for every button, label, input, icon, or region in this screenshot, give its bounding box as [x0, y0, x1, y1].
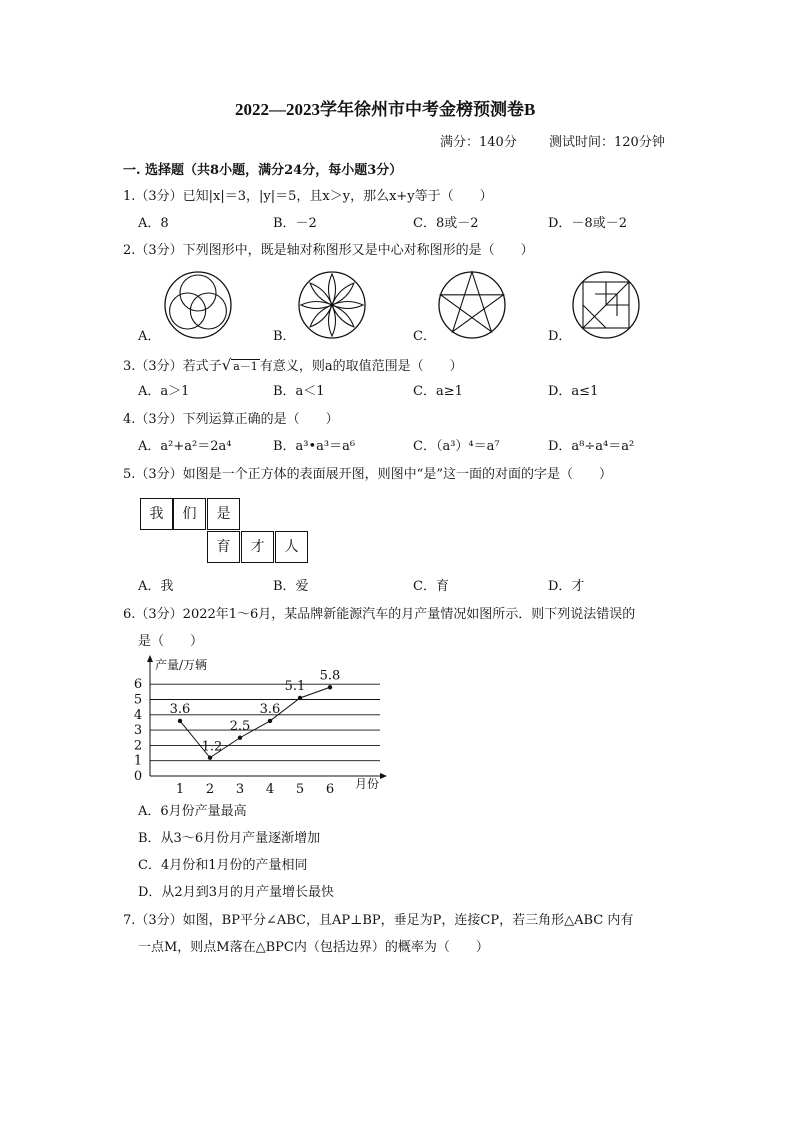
- test-time: 测试时间：120分钟: [549, 135, 665, 150]
- net-cell-cai: 才: [241, 531, 274, 563]
- question-3-stem: [123, 357, 463, 375]
- x-tick-4: 4: [265, 782, 275, 797]
- section-heading: 一. 选择题（共8小题，满分24分，每小题3分）: [123, 163, 403, 178]
- question-6-stem-line2: 是（ ）: [138, 634, 204, 649]
- q6-option-b: B．从3～6月份月产量逐渐增加: [138, 831, 321, 846]
- q1-option-d: D．－8或－2: [548, 216, 627, 231]
- q4-option-b: B．a³•a³＝a⁶: [273, 439, 356, 454]
- y-tick-2: 2: [133, 738, 143, 754]
- net-cell-wo: 我: [140, 498, 173, 530]
- q3-option-b: B．a＜1: [273, 384, 325, 399]
- figure-b-flower: [297, 270, 367, 340]
- question-1-stem: 1.（3分）已知|x|＝3，|y|＝5，且x＞y，那么x+y等于（ ）: [123, 189, 493, 204]
- net-cell-ren: 人: [275, 531, 308, 563]
- q3-stem-suffix: 有意义，则a的取值范围是（ ）: [259, 359, 463, 374]
- data-label-1: 3.6: [169, 701, 191, 717]
- figure-c-pentagram: [437, 270, 507, 340]
- y-tick-4: 4: [133, 707, 143, 723]
- y-tick-5: 5: [133, 692, 143, 708]
- x-tick-1: 1: [175, 782, 185, 797]
- q6-option-c: C．4月份和1月份的产量相同: [138, 858, 308, 873]
- y-tick-0: 0: [133, 769, 143, 784]
- q6-option-a: A．6月份产量最高: [138, 804, 247, 819]
- question-7-stem-line2: 一点M，则点M落在△BPC内（包括边界）的概率为（ ）: [138, 940, 489, 955]
- q3-stem-prefix: 3.（3分）若式子: [123, 359, 222, 374]
- question-4-stem: 4.（3分）下列运算正确的是（ ）: [123, 412, 339, 427]
- data-point-3: [238, 736, 242, 740]
- q1-option-a: A．8: [138, 216, 169, 231]
- x-tick-6: 6: [325, 782, 335, 797]
- y-tick-6: 6: [133, 677, 143, 693]
- x-axis-arrow: [380, 773, 387, 779]
- sqrt-sign: √: [221, 356, 232, 374]
- q4-option-a: A．a²+a²＝2a⁴: [138, 439, 232, 454]
- data-point-1: [178, 719, 182, 723]
- data-label-4: 3.6: [259, 701, 281, 717]
- data-point-2: [208, 755, 212, 759]
- q4-option-d: D．a⁸÷a⁴＝a²: [548, 439, 635, 454]
- q1-option-c: C．8或－2: [413, 216, 479, 231]
- data-label-5: 5.1: [284, 678, 306, 694]
- question-6-stem-line1: 6.（3分）2022年1～6月，某品牌新能源汽车的月产量情况如图所示．则下列说法错误的: [123, 607, 636, 622]
- question-7-stem-line1: 7.（3分）如图，BP平分∠ABC，且AP⊥BP，垂足为P，连接CP，若三角形△ABC 内有: [123, 913, 634, 928]
- y-axis-label: 产量/万辆: [155, 658, 208, 672]
- q2-option-b: B．: [273, 329, 296, 344]
- q1-option-b: B．－2: [273, 216, 317, 231]
- figure-a-three-circles: [163, 270, 233, 340]
- q3-option-d: D．a≤1: [548, 384, 599, 399]
- x-tick-5: 5: [295, 782, 305, 797]
- q3-option-a: A．a＞1: [138, 384, 190, 399]
- production-line-chart: [120, 652, 400, 802]
- x-axis-label: 月份: [355, 777, 380, 791]
- y-tick-3: 3: [133, 723, 143, 739]
- q3-radicand: a－1: [233, 360, 258, 373]
- page-title: 2022—2023学年徐州市中考金榜预测卷B: [235, 100, 536, 119]
- x-tick-2: 2: [205, 782, 215, 797]
- q5-option-c: C．育: [413, 579, 449, 594]
- q3-option-c: C．a≥1: [413, 384, 463, 399]
- data-point-4: [268, 719, 272, 723]
- q6-option-d: D．从2月到3月的月产量增长最快: [138, 885, 334, 900]
- q4-option-c: C．（a³）⁴＝a⁷: [413, 439, 500, 454]
- data-label-6: 5.8: [319, 668, 341, 684]
- net-cell-shi: 是: [207, 498, 240, 530]
- data-label-2: 1.2: [201, 739, 223, 755]
- q5-option-b: B．爱: [273, 579, 309, 594]
- x-tick-3: 3: [235, 782, 245, 797]
- net-cell-yu: 育: [207, 531, 240, 563]
- figure-d-square-pattern: [571, 270, 641, 340]
- y-tick-1: 1: [133, 753, 143, 769]
- data-point-5: [298, 696, 302, 700]
- net-cell-men: 们: [173, 498, 206, 530]
- total-score: 满分：140分: [440, 135, 517, 150]
- data-point-6: [328, 685, 332, 689]
- q2-option-a: A．: [138, 329, 161, 344]
- y-axis-arrow: [147, 655, 153, 662]
- q2-option-d: D．: [548, 329, 572, 344]
- question-5-stem: 5.（3分）如图是一个正方体的表面展开图，则图中“是”这一面的对面的字是（ ）: [123, 467, 612, 482]
- q5-option-a: A．我: [138, 579, 174, 594]
- q2-option-c: C．: [413, 329, 436, 344]
- q5-option-d: D．才: [548, 579, 585, 594]
- question-2-stem: 2.（3分）下列图形中，既是轴对称图形又是中心对称图形的是（ ）: [123, 243, 534, 258]
- data-label-3: 2.5: [229, 718, 251, 734]
